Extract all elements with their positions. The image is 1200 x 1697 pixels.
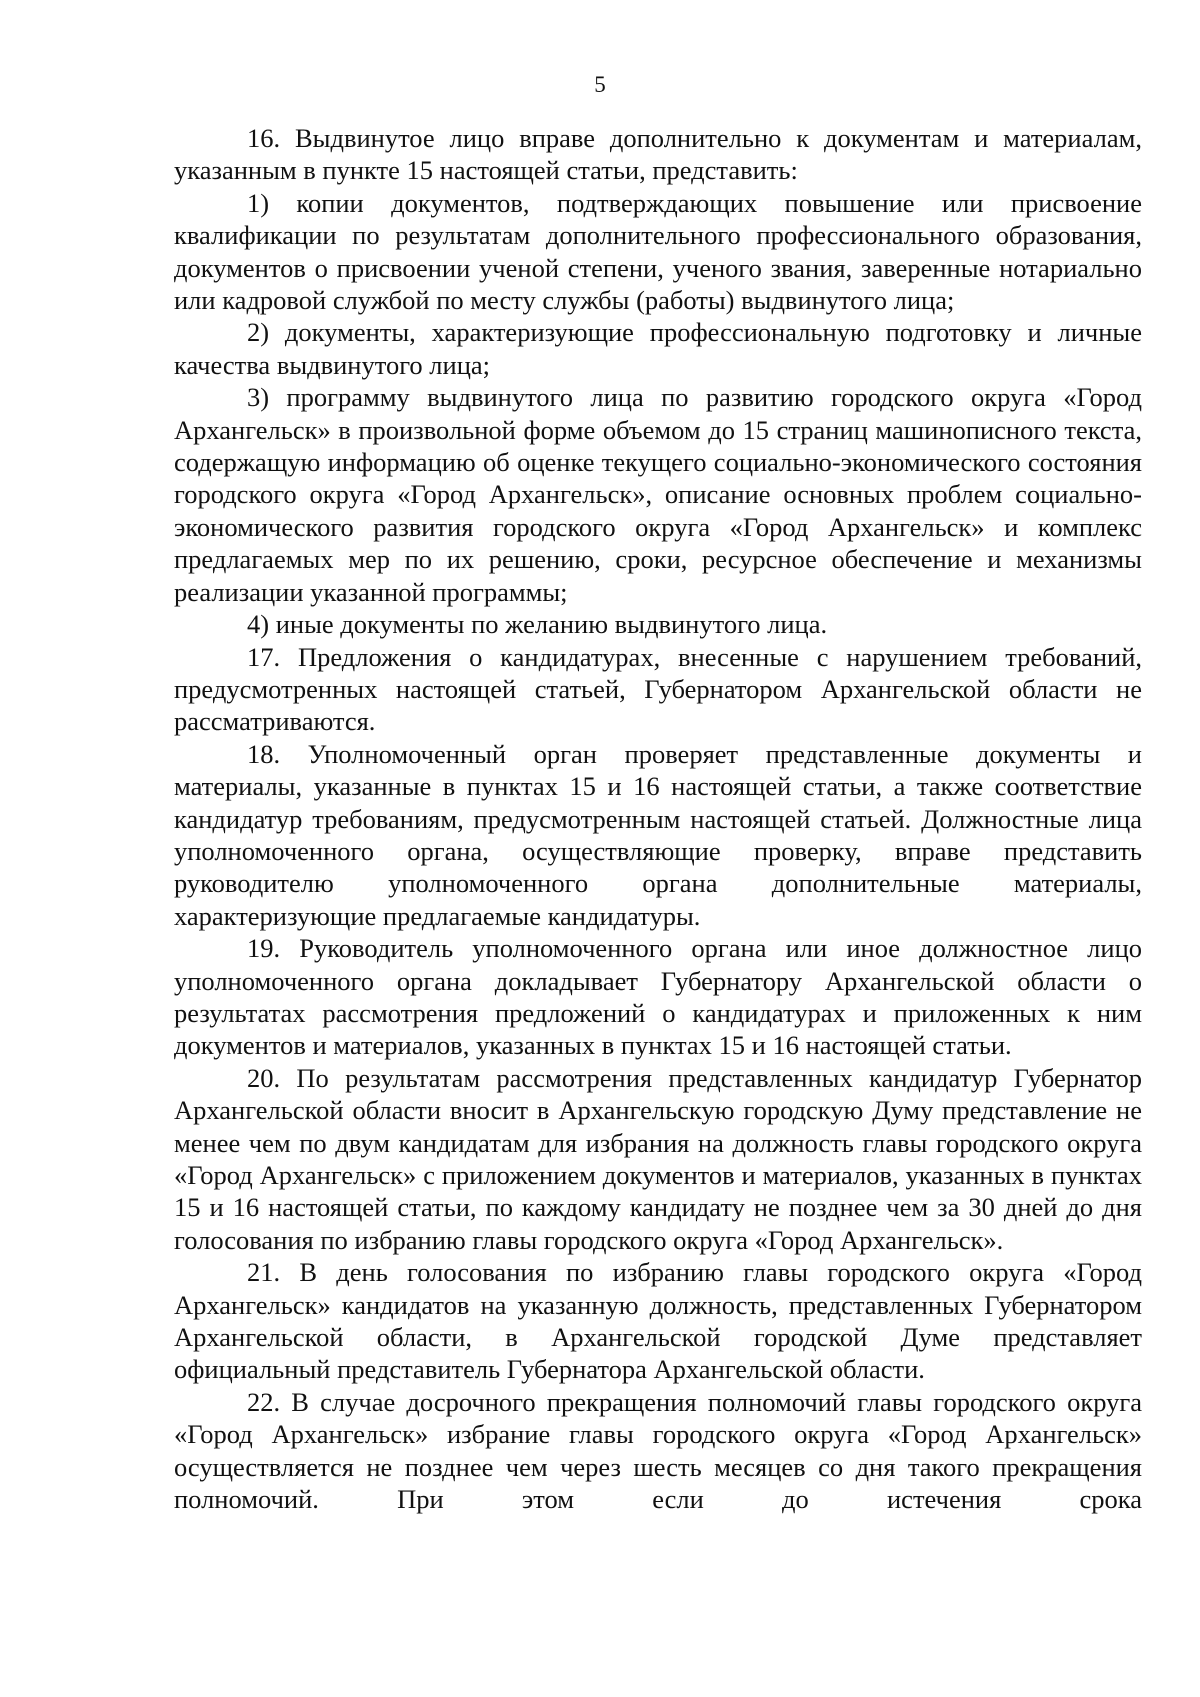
list-item-4: 4) иные документы по желанию выдвинутого лица. bbox=[247, 609, 828, 640]
document-body bbox=[174, 122, 1142, 1515]
paragraph-16: 16. Выдвинутое лицо вправе дополнительно к документам и материалам, указанным в пункте 15 настоящей статьи, представить: bbox=[174, 123, 1142, 186]
page-number: 5 bbox=[594, 72, 606, 97]
list-item-3: 3) программу выдвинутого лица по развитию городского округа «Город Архангельск» в произвольной форме объемом до 15 страниц машинописного текста, содержащую информацию об оценке текущего социально-экономического состояния городского округа «Город Архангельск», описание основных проблем социально-экономического развития городского округа «Город Архангельск» и комплекс предлагаемых мер по их решению, сроки, ресурсное обеспечение и механизмы реализации указанной программы; bbox=[174, 382, 1142, 607]
paragraph-18: 18. Уполномоченный орган проверяет представленные документы и материалы, указанные в пунктах 15 и 16 настоящей статьи, а также соответствие кандидатур требованиям, предусмотренным настоящей статьей. Должностные лица уполномоченного органа, осуществляющие проверку, вправе представить руководителю уполномоченного органа дополнительные материалы, характеризующие предлагаемые кандидатуры. bbox=[174, 738, 1142, 931]
paragraph-19: 19. Руководитель уполномоченного органа или иное должностное лицо уполномоченного органа докладывает Губернатору Архангельской области о результатах рассмотрения предложений о кандидатурах и приложенных к ним документов и материалов, указанных в пунктах 15 и 16 настоящей статьи. bbox=[174, 933, 1142, 1061]
paragraph-22: 22. В случае досрочного прекращения полномочий главы городского округа «Город Архангельск» избрание главы городского округа «Город Архангельск» осуществляется не позднее чем через шесть месяцев со дня такого прекращения полномочий. При этом если до истечения срока bbox=[174, 1386, 1142, 1515]
paragraph-20: 20. По результатам рассмотрения представленных кандидатур Губернатор Архангельской области вносит в Архангельскую городскую Думу представление не менее чем по двум кандидатам для избрания на должность главы городского округа «Город Архангельск» с приложением документов и материалов, указанных в пунктах 15 и 16 настоящей статьи, по каждому кандидату не позднее чем за 30 дней до дня голосования по избранию главы городского округа «Город Архангельск». bbox=[174, 1062, 1142, 1255]
list-item-2: 2) документы, характеризующие профессиональную подготовку и личные качества выдвинутого лица; bbox=[174, 317, 1142, 380]
list-item-1: 1) копии документов, подтверждающих повышение или присвоение квалификации по результатам дополнительного профессионального образования, документов о присвоении ученой степени, ученого звания, заверенные нотариально или кадровой службой по месту службы (работы) выдвинутого лица; bbox=[174, 187, 1142, 316]
paragraph-21: 21. В день голосования по избранию главы городского округа «Город Архангельск» кандидатов на указанную должность, представленных Губернатором Архангельской области, в Архангельской городской Думе представляет официальный представитель Губернатора Архангельской области. bbox=[174, 1257, 1142, 1385]
paragraph-17: 17. Предложения о кандидатурах, внесенные с нарушением требований, предусмотренных настоящей статьей, Губернатором Архангельской области не рассматриваются. bbox=[174, 641, 1142, 737]
